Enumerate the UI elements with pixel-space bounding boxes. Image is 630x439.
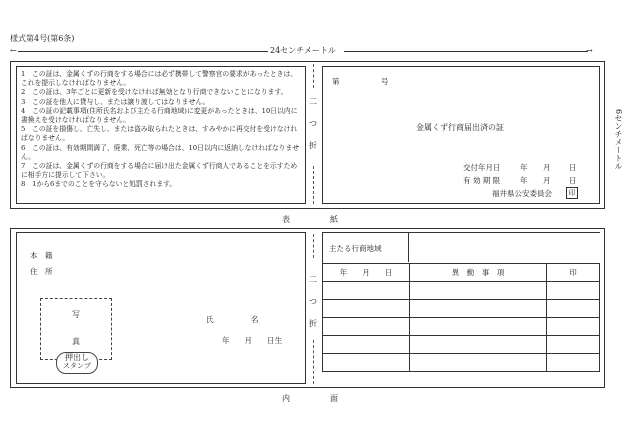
table-row bbox=[323, 336, 600, 354]
birth-label: 年 月 日生 bbox=[222, 336, 282, 345]
address-label: 住 所 bbox=[30, 267, 53, 276]
dimension-line-right bbox=[344, 51, 588, 52]
stamp-mark bbox=[56, 352, 98, 374]
issue-date-label: 交付年月日 bbox=[463, 163, 501, 172]
fold-mark bbox=[306, 274, 320, 330]
seal-mark: 印 bbox=[566, 187, 578, 199]
fold-char: 折 bbox=[309, 141, 317, 150]
card-title: 金属くず行商届出済の証 bbox=[416, 123, 504, 132]
fold-line bbox=[313, 64, 314, 88]
table-row bbox=[323, 282, 600, 300]
area-label-cell bbox=[323, 233, 600, 264]
width-label: 24センチメートル bbox=[270, 46, 336, 55]
issue-day: 日 bbox=[569, 163, 577, 172]
rule-item: 2 この証は、3年ごとに更新を受けなければ無効となり行商できないことになります。 bbox=[21, 88, 288, 97]
expiry-day: 日 bbox=[569, 176, 577, 185]
fold-mark bbox=[306, 96, 320, 152]
fold-line bbox=[313, 340, 314, 384]
honseki-label: 本 籍 bbox=[30, 251, 53, 260]
height-label: 6センチメートル bbox=[614, 109, 623, 171]
rule-item: 8 1から6までのことを守らないと処罰されます。 bbox=[21, 180, 177, 189]
header-change: 異 動 事 項 bbox=[410, 264, 547, 282]
inner-caption: 内 面 bbox=[282, 394, 342, 403]
fold-char: 二 bbox=[309, 275, 317, 284]
rule-item: 5 この証を損傷し、亡失し、または盗み取られたときは、すみやかに再交付を受けなければなりません。 bbox=[21, 125, 298, 143]
photo-box bbox=[40, 298, 112, 360]
rule-item: 3 この証を他人に貸与し、または譲り渡してはなりません。 bbox=[21, 97, 210, 106]
issue-year: 年 bbox=[520, 163, 528, 172]
expiry-month: 月 bbox=[543, 176, 551, 185]
table-row bbox=[323, 318, 600, 336]
area-label: 主たる行商地域 bbox=[329, 243, 382, 253]
rule-item: 7 この証は、金属くずの行商をする場合に届け出た金属くず行商人であることを示すために相手方に提示して下さい。 bbox=[21, 162, 298, 180]
rule-item: 6 この証は、有効期間満了、廃業、死亡等の場合は、10日以内に返納しなければなりません。 bbox=[21, 143, 300, 161]
header-date: 年 月 日 bbox=[323, 264, 410, 282]
outer-caption: 表 紙 bbox=[282, 215, 342, 224]
header-seal: 印 bbox=[547, 264, 600, 282]
number-suffix: 号 bbox=[381, 77, 389, 86]
cover-panel bbox=[322, 66, 600, 204]
expiry-year: 年 bbox=[520, 176, 528, 185]
fold-char: 二 bbox=[309, 97, 317, 106]
area-divider bbox=[408, 232, 409, 262]
photo-char: 写 bbox=[72, 310, 80, 319]
table-row bbox=[323, 354, 600, 372]
table-row bbox=[323, 300, 600, 318]
fold-char: 折 bbox=[309, 319, 317, 328]
number-label: 第 bbox=[332, 77, 340, 86]
fold-line bbox=[313, 234, 314, 258]
dimension-line-left bbox=[18, 51, 268, 52]
rules-panel bbox=[16, 66, 306, 204]
stamp-line: 押出し bbox=[65, 353, 89, 362]
fold-char: つ bbox=[309, 297, 317, 306]
record-table bbox=[322, 232, 600, 372]
rule-item: 4 この証の記載事項(住所氏名および主たる行商地域)に変更があったときは、10日以内に書換えを受けなければなりません。 bbox=[21, 106, 298, 125]
expiry-label: 有 効 期 限 bbox=[463, 176, 501, 185]
arrow-right-icon: → bbox=[586, 46, 593, 55]
record-panel bbox=[322, 232, 600, 384]
issuer: 福井県公安委員会 bbox=[492, 189, 552, 198]
fold-char: つ bbox=[309, 119, 317, 128]
stamp-line: スタンプ bbox=[63, 362, 91, 370]
photo-char: 真 bbox=[72, 337, 80, 346]
name-label: 氏 名 bbox=[206, 315, 259, 324]
arrow-left-icon: ← bbox=[10, 46, 17, 55]
fold-line bbox=[313, 166, 314, 204]
form-number: 様式第4号(第6条) bbox=[10, 34, 75, 43]
issue-month: 月 bbox=[543, 163, 551, 172]
rule-item: 1 この証は、金属くずの行商をする場合には必ず携帯して警察官の要求があったときは、これを提示しなければなりません。 bbox=[21, 70, 298, 88]
